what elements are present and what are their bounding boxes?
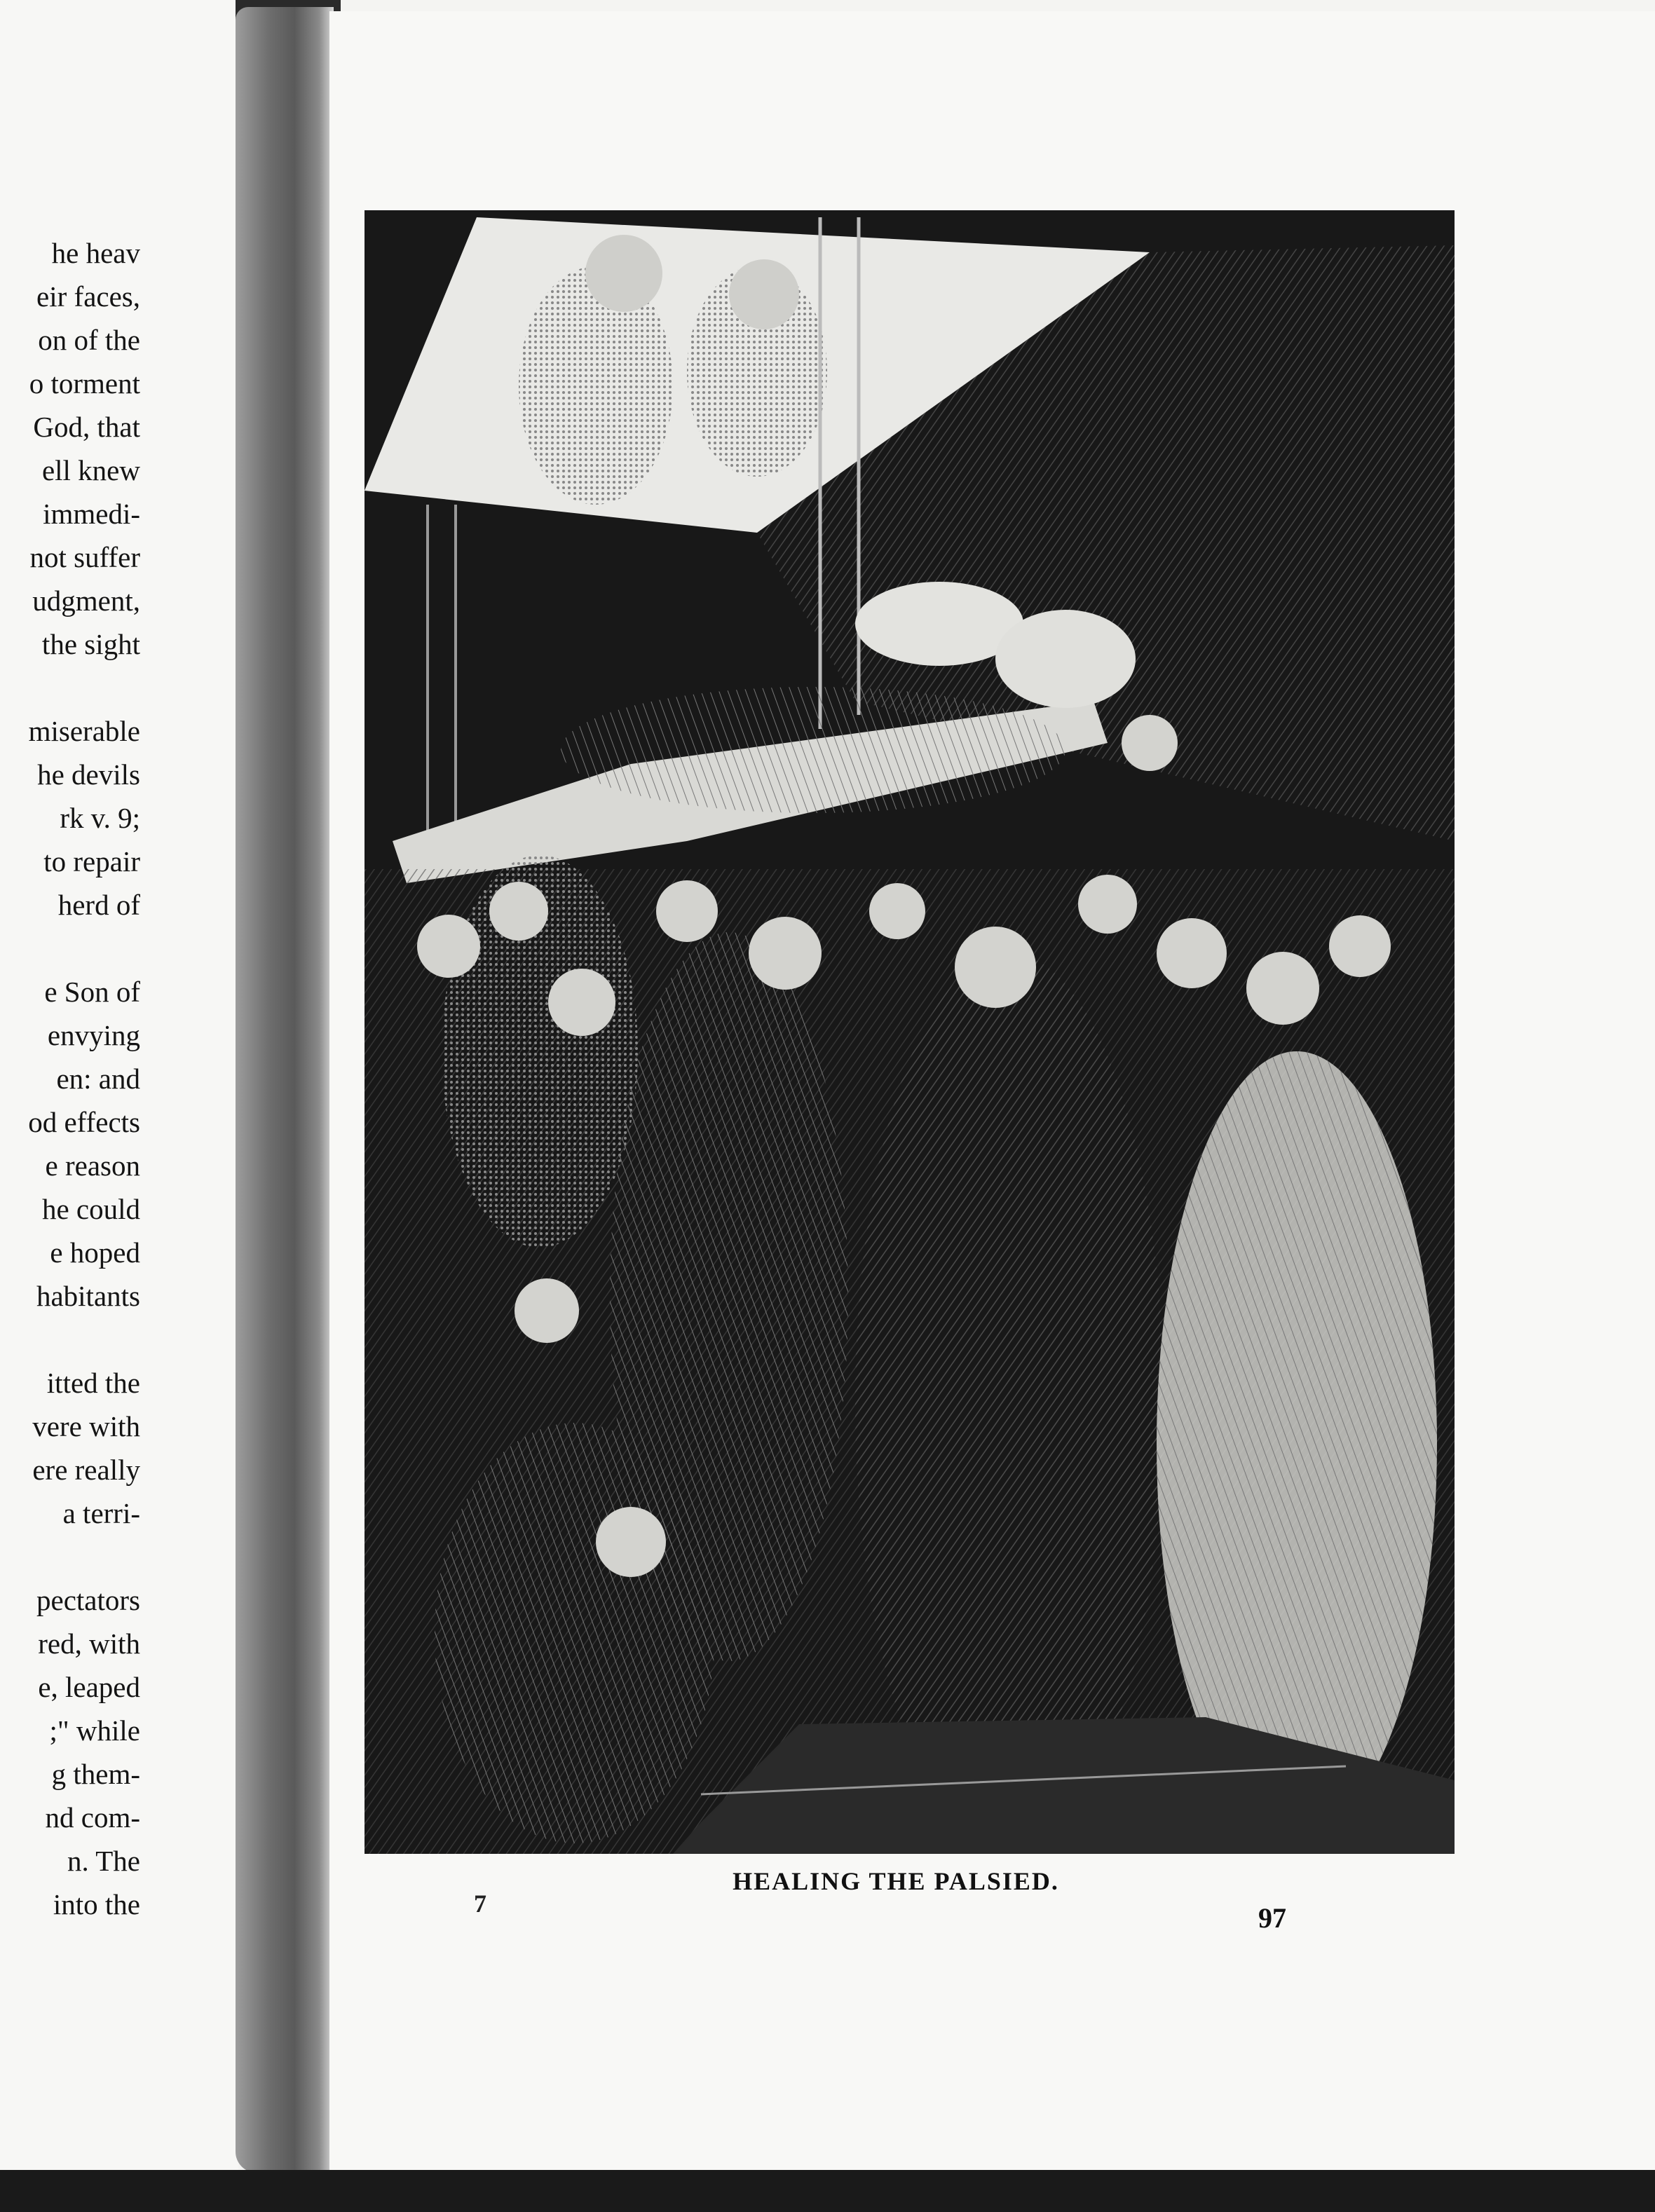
paragraph-gap	[0, 1535, 140, 1578]
christ-figure	[855, 953, 1164, 1850]
text-line: g them-	[51, 1758, 140, 1790]
text-line: e reason	[45, 1149, 140, 1182]
text-line: into the	[53, 1888, 140, 1920]
kneeling-figures	[435, 1423, 715, 1843]
page-number: 97	[1258, 1902, 1286, 1934]
text-line: vere with	[32, 1410, 140, 1442]
paragraph-gap	[0, 666, 140, 709]
text-line: ell knew	[41, 454, 140, 486]
engraving-svg	[365, 210, 1455, 1854]
text-line: e hoped	[50, 1236, 140, 1269]
engraving-illustration	[365, 210, 1455, 1854]
text-line: n. The	[67, 1845, 140, 1877]
text-line: e, leaped	[38, 1671, 140, 1703]
text-line: to repair	[43, 845, 140, 878]
text-line: en: and	[56, 1063, 140, 1095]
plate-caption: HEALING THE PALSIED.	[733, 1867, 1059, 1895]
figure-roof-1	[519, 266, 673, 505]
text-line: immedi-	[43, 498, 140, 530]
text-line: nd com-	[45, 1801, 140, 1834]
text-line: o torment	[29, 367, 140, 400]
text-line: he heav	[51, 237, 140, 269]
text-line: God, that	[33, 411, 140, 443]
signature-mark: 7	[474, 1890, 486, 1918]
text-line: rk v. 9;	[60, 802, 140, 834]
text-line: od effects	[28, 1106, 140, 1138]
text-line: envying	[47, 1019, 140, 1051]
text-line: udgment,	[32, 585, 140, 617]
text-line: he could	[41, 1193, 140, 1225]
text-line: miserable	[28, 715, 140, 747]
text-line: the sight	[41, 628, 140, 660]
text-line: herd of	[57, 889, 140, 921]
book-gutter	[236, 7, 334, 2173]
pillow	[995, 610, 1136, 708]
text-line: he devils	[37, 758, 140, 791]
paragraph-gap	[0, 1318, 140, 1361]
text-line: pectators	[36, 1584, 140, 1616]
left-page-text	[0, 231, 140, 1926]
text-line: a terri-	[62, 1497, 140, 1529]
text-line: itted the	[46, 1367, 140, 1399]
paragraph-gap	[0, 927, 140, 970]
text-line: on of the	[38, 324, 140, 356]
text-line: ere really	[32, 1454, 140, 1486]
text-line: ;" while	[49, 1714, 140, 1747]
text-line: habitants	[36, 1280, 140, 1312]
scan-bottom-edge	[0, 2170, 1655, 2212]
text-line: eir faces,	[36, 280, 140, 313]
text-line: red, with	[38, 1627, 140, 1660]
left-page	[0, 0, 238, 2180]
text-line: not suffer	[29, 541, 140, 573]
text-line: e Son of	[44, 976, 140, 1008]
